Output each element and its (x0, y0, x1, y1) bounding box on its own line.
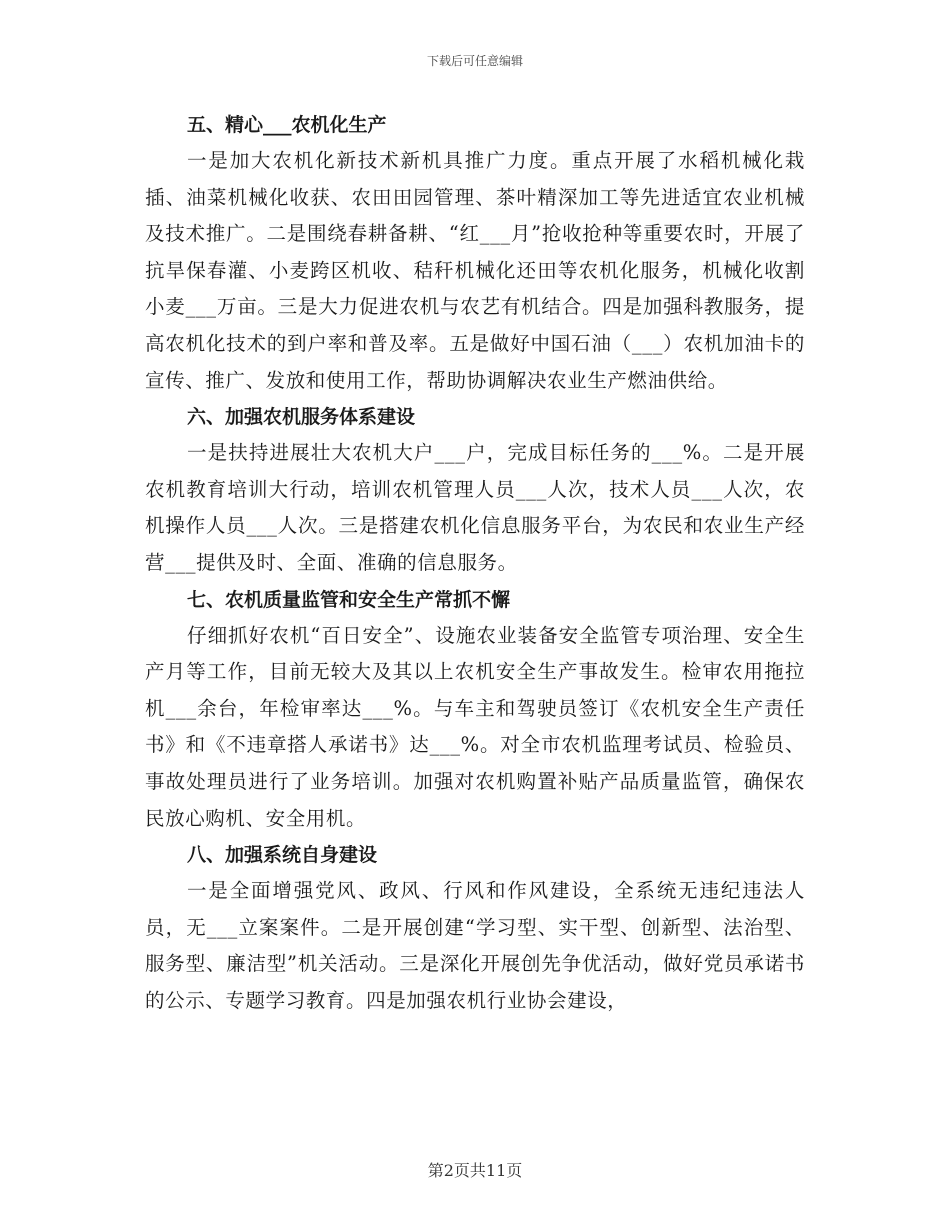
section-paragraph: 一是全面增强党风、政风、行风和作风建设，全系统无违纪违法人员，无___立案案件。二是开展创建“学习型、实干型、创新型、法治型、服务型、廉洁型”机关活动。三是深化开展创先争优活动，做好党员承诺书的公示、专题学习教育。四是加强农机行业协会建设， (145, 879, 805, 1012)
section-paragraph: 仔细抓好农机“百日安全”、设施农业装备安全监管专项治理、安全生产月等工作，目前无较大及其以上农机安全生产事故发生。检审农用拖拉机___余台，年检审率达___%。与车主和驾驶员签订《农机安全生产责任书》和《不违章搭人承诺书》达___%。对全市农机监理考试员、检验员、事故处理员进行了业务培训。加强对农机购置补贴产品质量监管，确保农民放心购机、安全用机。 (145, 623, 805, 830)
document-body (145, 110, 805, 1022)
page-header: 下载后可任意编辑 (426, 54, 523, 68)
section-heading: 六、加强农机服务体系建设 (187, 406, 416, 429)
section-heading: 七、农机质量监管和安全生产常抓不懈 (187, 588, 511, 611)
section-heading: 五、精心___农机化生产 (187, 114, 387, 136)
section-heading: 八、加强系统自身建设 (187, 844, 378, 867)
section-paragraph: 一是加大农机化新技术新机具推广力度。重点开展了水稻机械化栽插、油菜机械化收获、农田田园管理、茶叶精深加工等先进适宜农业机械及技术推广。二是围绕春耕备耕、“红___月”抢收抢种等重要农时，开展了抗旱保春灌、小麦跨区机收、秸秆机械化还田等农机化服务，机械化收割小麦___万亩。三是大力促进农机与农艺有机结合。四是加强科教服务，提高农机化技术的到户率和普及率。五是做好中国石油（___）农机加油卡的宣传、推广、发放和使用工作，帮助协调解决农业生产燃油供给。 (145, 149, 805, 392)
page-number: 第2页共11页 (427, 1161, 523, 1180)
section-paragraph: 一是扶持进展壮大农机大户___户，完成目标任务的___%。二是开展农机教育培训大行动，培训农机管理人员___人次，技术人员___人次，农机操作人员___人次。三是搭建农机化信息服务平台，为农民和农业生产经营___提供及时、全面、准确的信息服务。 (145, 441, 805, 574)
